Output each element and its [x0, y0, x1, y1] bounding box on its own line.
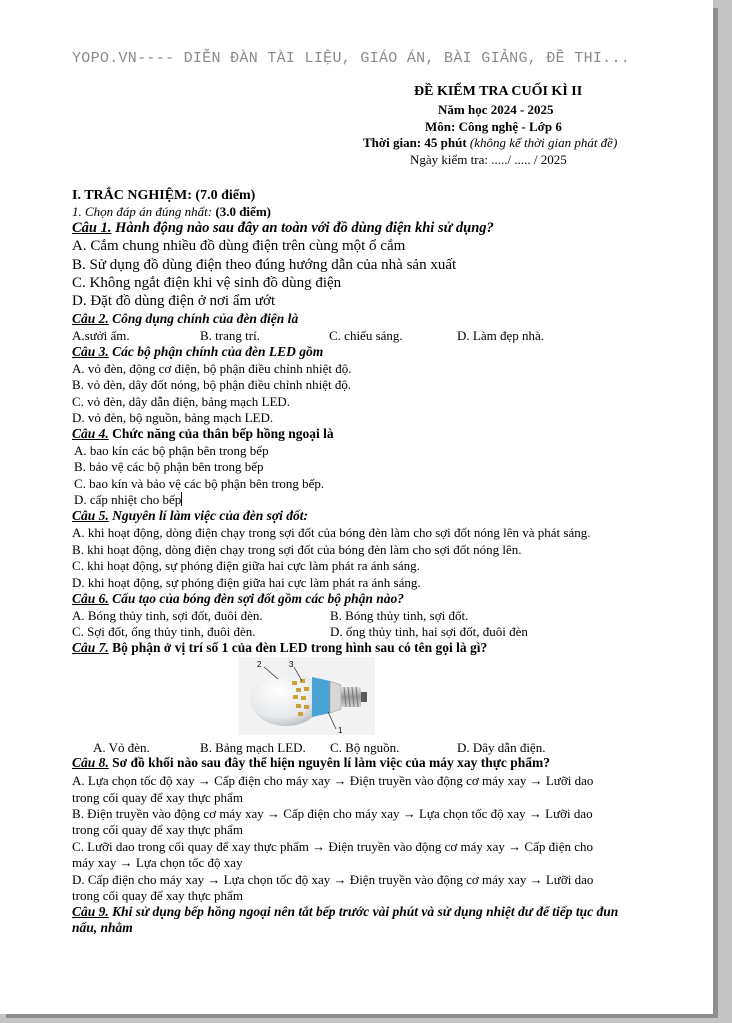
q4-option-a: A. bao kín các bộ phận bên trong bếp	[74, 443, 269, 458]
q8-option-c-line2: máy xay → Lựa chọn tốc độ xay	[72, 855, 243, 870]
question-9-text-line2: nấu, nhằm	[72, 920, 133, 935]
question-9-text-line1: Khi sử dụng bếp hồng ngoại nên tắt bếp trước vài phút và sử dụng nhiệt dư để tiếp tục đun	[108, 904, 619, 919]
led-bulb-figure	[238, 657, 375, 735]
q2-option-d: D. Làm đẹp nhà.	[457, 328, 545, 343]
section-subtitle	[72, 204, 271, 220]
figure-label-1: 1	[338, 726, 343, 735]
q4-option-d-text: D. cấp nhiệt cho bếp	[74, 492, 182, 507]
question-4-text: Chức năng của thân bếp hồng ngoại là	[108, 426, 334, 441]
q8-option-a-line1: A. Lựa chọn tốc độ xay → Cấp điện cho máy xay → Điện truyền vào động cơ máy xay → Lưỡi dao	[72, 773, 594, 788]
power-driver-shape	[312, 677, 330, 717]
time-text: Thời gian: 45 phút	[363, 135, 467, 150]
q2-option-c: C. chiếu sáng.	[329, 328, 403, 343]
question-7	[72, 640, 487, 656]
figure-label-2: 2	[257, 660, 262, 669]
question-1-label: Câu 1.	[72, 220, 112, 236]
question-9	[72, 904, 618, 920]
q3-option-c: C. vỏ đèn, dây dẫn điện, bảng mạch LED.	[72, 394, 291, 409]
q3-option-a: A. vỏ đèn, động cơ điện, bộ phận điều chỉnh nhiệt độ.	[72, 361, 352, 376]
question-7-text: Bộ phận ở vị trí số 1 của đèn LED trong hình sau có tên gọi là gì?	[108, 640, 488, 655]
question-3	[72, 344, 323, 360]
question-2-text: Công dụng chính của đèn điện là	[108, 311, 299, 326]
question-1	[72, 220, 494, 237]
q1-option-a: A. Cắm chung nhiều đồ dùng điện trên cùng một ổ cắm	[72, 238, 406, 254]
q2-option-a: A.sưởi ấm.	[72, 328, 130, 343]
q6-option-d: D. ống thủy tinh, hai sợi đốt, đuôi đèn	[330, 624, 528, 639]
time-line	[363, 135, 617, 151]
question-5-text: Nguyên lí làm việc của đèn sợi đốt:	[108, 508, 308, 523]
q8-option-b-line2: trong cối quay để xay thực phẩm	[72, 822, 243, 837]
q6-option-b: B. Bóng thủy tinh, sợi đốt.	[330, 608, 469, 623]
bulb-tip-shape	[361, 692, 367, 702]
question-7-label: Câu 7.	[72, 640, 109, 655]
question-5-label: Câu 5.	[72, 508, 109, 523]
q7-option-a: A. Vỏ đèn.	[93, 740, 150, 755]
question-6	[72, 591, 404, 607]
question-8-label: Câu 8.	[72, 755, 109, 770]
q8-option-d-line2: trong cối quay để xay thực phẩm	[72, 888, 243, 903]
section-subtitle-text: 1. Chọn đáp án đúng nhất:	[72, 204, 216, 219]
q8-option-b-line1: B. Điện truyền vào động cơ máy xay → Cấp điện cho máy xay → Lựa chọn tốc độ xay → Lưỡi dao	[72, 806, 593, 821]
question-2-label: Câu 2.	[72, 311, 109, 326]
page-shadow-bottom	[6, 1014, 718, 1018]
question-4-label: Câu 4.	[72, 426, 109, 441]
exam-date: Ngày kiểm tra: ...../ ..... / 2025	[410, 152, 567, 167]
q4-option-c: C. bao kín và bảo vệ các bộ phận bên trong bếp.	[74, 476, 325, 491]
question-8	[72, 755, 550, 771]
q8-option-c-line1: C. Lưỡi dao trong cối quay để xay thực phẩm → Điện truyền vào động cơ máy xay → Cấp điện cho	[72, 839, 593, 854]
q1-option-b: B. Sử dụng đồ dùng điện theo đúng hướng dẫn của nhà sản xuất	[72, 257, 457, 273]
subject-line: Môn: Công nghệ - Lớp 6	[425, 119, 562, 134]
q1-option-d: D. Đặt đồ dùng điện ở nơi ẩm ướt	[72, 293, 276, 309]
q5-option-a: A. khi hoạt động, dòng điện chạy trong sợi đốt của bóng đèn làm cho sợi đốt nóng lên và phát sáng.	[72, 525, 591, 540]
question-9-label: Câu 9.	[72, 904, 109, 919]
question-4	[72, 426, 334, 442]
q7-option-c: C. Bộ nguồn.	[330, 740, 400, 755]
q3-option-d: D. vỏ đèn, bộ nguồn, bảng mạch LED.	[72, 410, 274, 425]
q3-option-b: B. vỏ đèn, dây đốt nóng, bộ phận điều chỉnh nhiệt độ.	[72, 377, 352, 392]
question-5	[72, 508, 308, 524]
q4-option-b: B. bảo vệ các bộ phận bên trong bếp	[74, 459, 264, 474]
question-6-label: Câu 6.	[72, 591, 109, 606]
bulb-glass-shape	[250, 672, 322, 726]
q5-option-b: B. khi hoạt động, dòng điện chạy trong sợi đốt của bóng đèn làm cho sợi đốt nóng lên.	[72, 542, 522, 557]
question-3-text: Các bộ phận chính của đèn LED gồm	[108, 344, 324, 359]
watermark: YOPO.VN---- DIỄN ĐÀN TÀI LIỆU, GIÁO ÁN, BÀI GIẢNG, ĐỀ THI...	[72, 50, 631, 67]
q2-option-b: B. trang trí.	[200, 328, 260, 343]
figure-label-3: 3	[289, 660, 294, 669]
q8-option-d-line1: D. Cấp điện cho máy xay → Lựa chọn tốc độ xay → Điện truyền vào động cơ máy xay → Lưỡi dao	[72, 872, 594, 887]
section-subtitle-points: (3.0 điểm)	[215, 204, 271, 219]
q7-option-b: B. Bảng mạch LED.	[200, 740, 306, 755]
question-1-text: Hành động nào sau đây an toàn với đồ dùng điện khi sử dụng?	[111, 220, 494, 236]
text-cursor	[181, 492, 182, 506]
question-6-text: Cấu tạo của bóng đèn sợi đốt gồm các bộ phận nào?	[108, 591, 405, 606]
bulb-neck-shape	[330, 681, 341, 713]
q6-option-a: A. Bóng thủy tinh, sợi đốt, đuôi đèn.	[72, 608, 263, 623]
school-year: Năm học 2024 - 2025	[438, 102, 554, 117]
q7-option-d: D. Dây dẫn điện.	[457, 740, 546, 755]
q5-option-c: C. khi hoạt động, sự phóng điện giữa hai cực làm phát ra ánh sáng.	[72, 558, 420, 573]
page-shadow-right	[713, 8, 718, 1018]
q4-option-d	[74, 492, 182, 508]
section-title: I. TRẮC NGHIỆM: (7.0 điểm)	[72, 188, 256, 203]
q5-option-d: D. khi hoạt động, sự phóng điện giữa hai cực làm phát ra ánh sáng.	[72, 575, 421, 590]
q6-option-c: C. Sợi đốt, ống thủy tinh, đuôi đèn.	[72, 624, 256, 639]
exam-title: ĐỀ KIỂM TRA CUỐI KÌ II	[414, 84, 583, 99]
question-8-text: Sơ đồ khối nào sau đây thể hiện nguyên lí làm việc của máy xay thực phẩm?	[108, 755, 551, 770]
q8-option-a-line2: trong cối quay để xay thực phẩm	[72, 790, 243, 805]
question-2	[72, 311, 298, 327]
question-3-label: Câu 3.	[72, 344, 109, 359]
q1-option-c: C. Không ngắt điện khi vệ sinh đồ dùng điện	[72, 275, 342, 291]
time-note: (không kể thời gian phát đề)	[469, 135, 618, 150]
